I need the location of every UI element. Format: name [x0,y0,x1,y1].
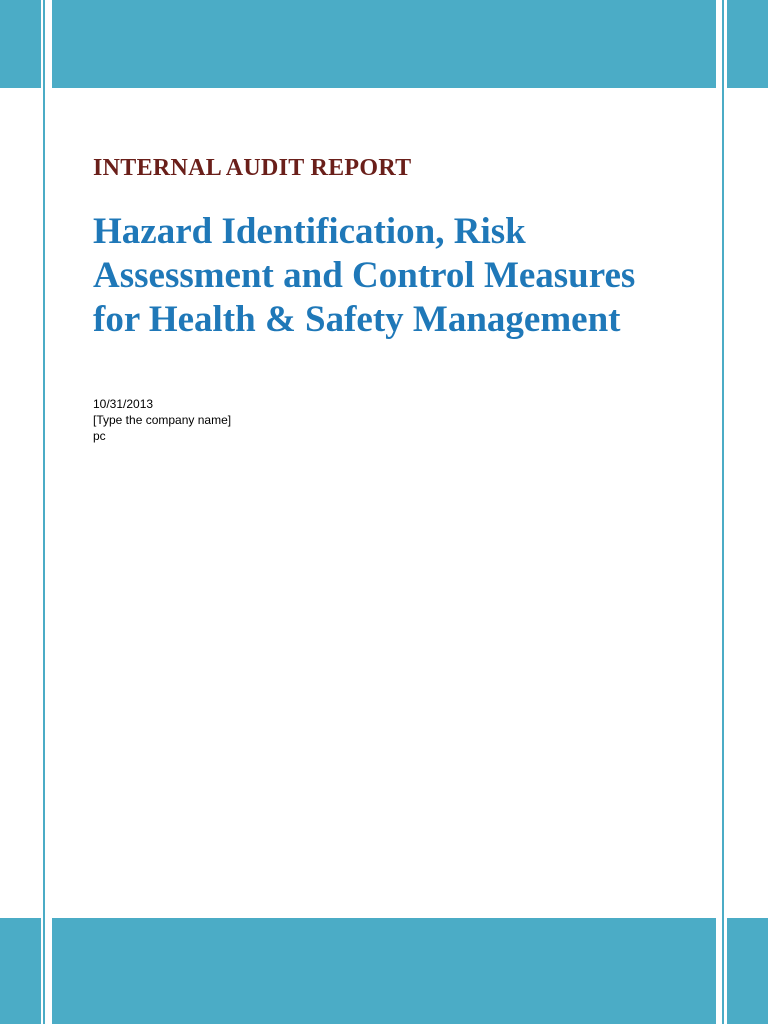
report-subtitle: INTERNAL AUDIT REPORT [93,155,412,181]
cover-content [93,155,673,444]
bottom-right-band [727,918,768,1024]
author-name: pc [93,429,106,443]
bottom-left-band [0,918,41,1024]
right-border-line [722,0,724,1024]
report-title: Hazard Identification, Risk Assessment and Control Measures for Health & Safety Management [93,211,636,340]
document-meta [93,396,673,444]
top-left-band [0,0,41,88]
company-name: [Type the company name] [93,413,232,427]
top-center-band [52,0,716,88]
top-right-band [727,0,768,88]
bottom-center-band [52,918,716,1024]
document-date: 10/31/2013 [93,397,154,411]
left-border-line [43,0,45,1024]
